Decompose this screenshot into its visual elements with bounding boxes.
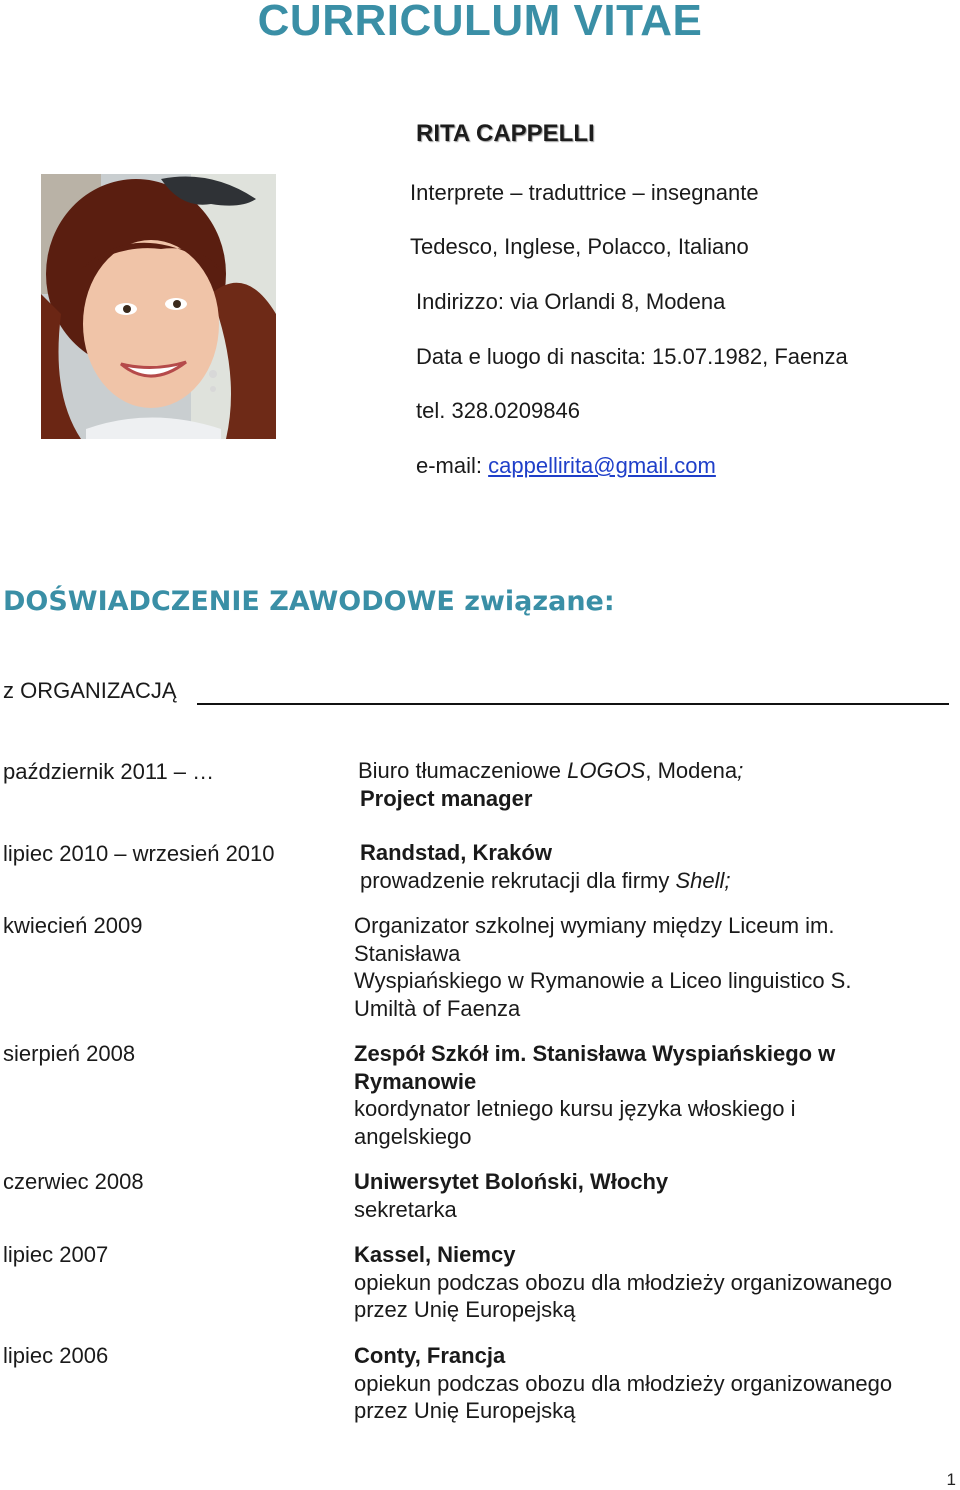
entry-description xyxy=(360,839,731,894)
entry-line: opiekun podczas obozu dla młodzieży organizowanego xyxy=(354,1370,893,1396)
entry-line: Umiltà of Faenza xyxy=(354,995,521,1021)
entry-description xyxy=(354,1342,892,1425)
page-number: 1 xyxy=(946,1470,956,1489)
entry-line: przez Unię Europejską xyxy=(354,1398,576,1423)
entry-line: opiekun podczas obozu dla młodzieży organizowanego xyxy=(354,1269,893,1295)
entry-date: październik 2011 – … xyxy=(3,759,215,784)
entry-line: Stanisława xyxy=(354,940,461,966)
email-link[interactable]: cappellirita@gmail.com xyxy=(488,453,716,478)
entry-line: Rymanowie xyxy=(354,1068,477,1094)
address: Indirizzo: via Orlandi 8, Modena xyxy=(416,289,726,314)
entry-date: kwiecień 2009 xyxy=(3,913,143,938)
entry-line: prowadzenie rekrutacji dla firmy Shell; xyxy=(360,867,731,893)
entry-date: lipiec 2007 xyxy=(3,1242,109,1267)
entry-line: koordynator letniego kursu języka włoskiego i xyxy=(354,1096,796,1121)
section-subtitle: z ORGANIZACJĄ xyxy=(3,678,177,703)
entry-line: Wyspiańskiego w Rymanowie a Liceo linguistico S. xyxy=(354,968,852,993)
entry-line: Biuro tłumaczeniowe LOGOS, Modena; xyxy=(358,758,744,783)
entry-description xyxy=(354,1241,892,1324)
email-row xyxy=(416,453,716,479)
entry-description xyxy=(354,912,851,1022)
entry-line: Kassel, Niemcy xyxy=(354,1242,516,1267)
entry-date: lipiec 2010 – wrzesień 2010 xyxy=(3,841,275,866)
entry-line: przez Unię Europejską xyxy=(354,1297,576,1322)
birth-info: Data e luogo di nascita: 15.07.1982, Faenza xyxy=(416,344,848,369)
languages: Tedesco, Inglese, Polacco, Italiano xyxy=(410,234,749,259)
entry-description xyxy=(354,1040,835,1150)
entry-date: czerwiec 2008 xyxy=(3,1169,144,1194)
document-title: CURRICULUM VITAE xyxy=(257,0,703,45)
entry-description xyxy=(358,757,743,812)
profession: Interprete – traduttrice – insegnante xyxy=(410,180,759,205)
entry-date: sierpień 2008 xyxy=(3,1041,136,1066)
entry-description xyxy=(354,1168,668,1223)
entry-line: Conty, Francja xyxy=(354,1343,506,1368)
profile-photo xyxy=(41,174,276,439)
email-label: e-mail: xyxy=(416,453,489,478)
entry-line: sekretarka xyxy=(354,1196,457,1222)
entry-date: lipiec 2006 xyxy=(3,1343,109,1368)
subtitle-underline xyxy=(197,703,949,705)
entry-line: Project manager xyxy=(360,785,533,811)
person-name: RITA CAPPELLI xyxy=(416,120,595,147)
section-title: DOŚWIADCZENIE ZAWODOWE związane: xyxy=(3,586,615,617)
entry-line: Randstad, Kraków xyxy=(360,840,552,865)
entry-line: Zespół Szkół im. Stanisława Wyspiańskiego w xyxy=(354,1041,836,1066)
entry-line: Organizator szkolnej wymiany między Liceum im. xyxy=(354,913,835,938)
entry-line: angelskiego xyxy=(354,1123,472,1149)
entry-line: Uniwersytet Boloński, Włochy xyxy=(354,1169,669,1194)
phone: tel. 328.0209846 xyxy=(416,398,580,423)
